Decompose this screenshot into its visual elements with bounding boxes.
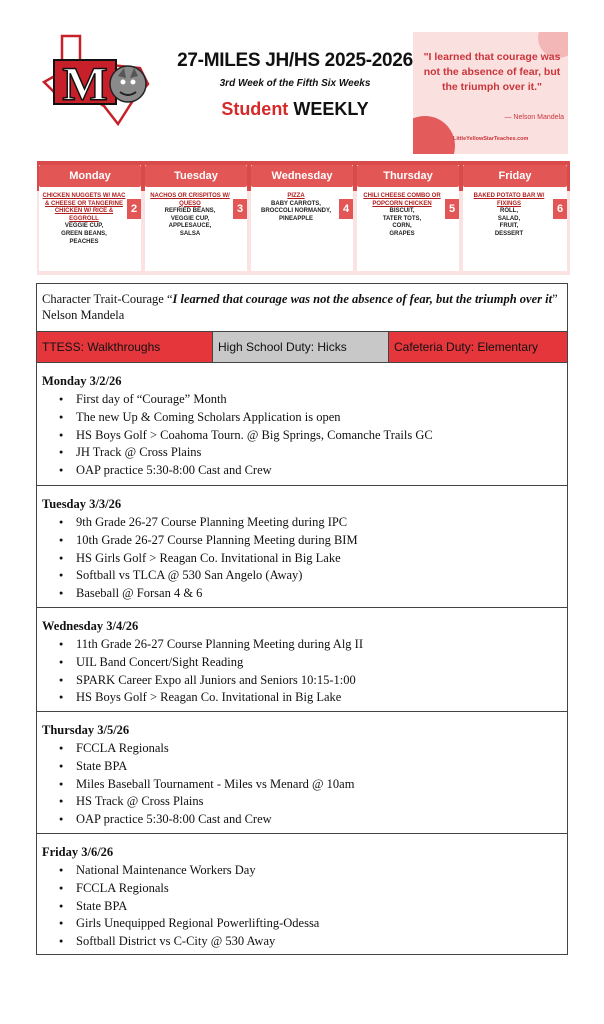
day-section-thursday [37,712,567,834]
menu-day-number: 4 [339,199,353,219]
day-section-tuesday [37,486,567,608]
ttess-cell: TTESS: Walkthroughs [37,332,213,362]
event-item: ● HS Girls Golf > Reagan Co. Invitational in Big Lake [42,550,562,568]
event-item: ● State BPA [42,898,562,916]
quote-image-text: "I learned that courage was not the absence of fear, but the triumph over it." [423,51,561,93]
event-item: ● Miles Baseball Tournament - Miles vs Menard @ 10am [42,776,562,794]
menu-items [357,187,459,239]
quote-image [413,32,568,154]
menu-day-label: Friday [463,165,567,187]
event-list [42,391,562,480]
event-item: ● SPARK Career Expo all Juniors and Seniors 10:15-1:00 [42,672,562,690]
day-title: Wednesday 3/4/26 [42,619,139,633]
event-item: ● First day of “Courage” Month [42,391,562,409]
trait-prefix: Character Trait-Courage “ [42,292,173,306]
menu-day-label: Monday [39,165,141,187]
menu-item: BROCCOLI NORMANDY, [261,208,331,215]
menu-item: NACHOS OR CRISPITOS W/ QUESO [150,193,230,207]
event-item: ● 10th Grade 26-27 Course Planning Meeting during BIM [42,532,562,550]
school-logo [40,32,158,132]
menu-item: VEGGIE CUP, [170,215,210,222]
menu-item: APPLESAUCE, [168,223,212,230]
weekly-label-weekly: WEEKLY [293,99,369,119]
menu-item: CORN, [392,223,412,230]
menu-item: PEACHES [69,238,99,245]
menu-items [463,187,567,239]
event-item: ● HS Boys Golf > Reagan Co. Invitational in Big Lake [42,689,562,707]
event-item: ● HS Track @ Cross Plains [42,793,562,811]
menu-items [39,187,141,246]
quote-image-site: LittleYellowStarTeaches.com [453,136,529,142]
menu-items [251,187,353,223]
decorative-blob [413,116,455,154]
event-item: ● Softball District vs C-City @ 530 Away [42,933,562,951]
menu-day-label: Wednesday [251,165,353,187]
menu-day-number: 2 [127,199,141,219]
event-list [42,514,562,603]
event-item: ● JH Track @ Cross Plains [42,444,562,462]
menu-item: SALAD, [497,215,521,222]
day-section-wednesday [37,608,567,712]
menu-item: TATER TOTS, [382,215,422,222]
character-trait [37,284,567,332]
menu-day-tuesday [145,165,247,271]
menu-item: BISCUIT, [389,208,415,215]
cafeteria-duty-cell: Cafeteria Duty: Elementary [389,332,567,362]
event-list [42,636,562,707]
menu-item: ROLL, [500,208,518,215]
menu-item: DESSERT [494,230,524,237]
menu-item: GRAPES [389,230,415,237]
menu-item: PIZZA [287,193,305,199]
menu-item: FRUIT, [499,223,519,230]
event-list [42,862,562,951]
menu-item: SALSA [179,230,201,237]
menu-item: VEGGIE CUP, [64,223,104,230]
day-section-monday [37,363,567,486]
weekly-label-student: Student [221,99,289,119]
menu-item: CHICKEN NUGGETS W/ MAC & CHEESE OR TANGERINE CHICKEN W/ RICE & EGGROLL [42,193,126,222]
bulldog-icon [110,66,146,102]
menu-day-number: 6 [553,199,567,219]
day-title: Tuesday 3/3/26 [42,497,122,511]
menu-item: GREEN BEANS, [61,230,107,237]
day-section-friday [37,834,567,952]
day-title: Friday 3/6/26 [42,845,114,859]
day-title: Monday 3/2/26 [42,374,122,388]
day-title: Thursday 3/5/26 [42,723,130,737]
menu-day-label: Thursday [357,165,459,187]
menu-item: BAKED POTATO BAR W/ FIXINGS [473,193,545,207]
event-list [42,740,562,829]
event-item: ● OAP practice 5:30-8:00 Cast and Crew [42,462,562,480]
event-item: ● The new Up & Coming Scholars Application is open [42,409,562,427]
logo-letter: M [62,58,108,111]
event-item: ● FCCLA Regionals [42,740,562,758]
page-title: 27-MILES JH/HS 2025-2026 [177,50,413,71]
duty-row [37,332,567,363]
menu-day-wednesday [251,165,353,271]
event-item: ● UIL Band Concert/Sight Reading [42,654,562,672]
event-item: ● National Maintenance Workers Day [42,862,562,880]
lunch-menu [37,161,570,275]
event-item: ● HS Boys Golf > Coahoma Tourn. @ Big Springs, Comanche Trails GC [42,427,562,445]
trait-suffix: ” [552,292,558,306]
menu-item: BABY CARROTS, [271,200,321,207]
event-item: ● OAP practice 5:30-8:00 Cast and Crew [42,811,562,829]
menu-item: CHILI CHEESE COMBO OR POPCORN CHICKEN [363,193,441,207]
menu-day-thursday [357,165,459,271]
event-item: ● Baseball @ Forsan 4 & 6 [42,585,562,603]
event-item: ● Softball vs TLCA @ 530 San Angelo (Away) [42,567,562,585]
event-item: ● 11th Grade 26-27 Course Planning Meeting during Alg II [42,636,562,654]
weekly-label [175,99,415,120]
menu-items [145,187,247,239]
page-subtitle: 3rd Week of the Fifth Six Weeks [219,78,371,89]
quote-image-author: — Nelson Mandela [504,114,564,121]
trait-author: Nelson Mandela [42,308,125,322]
menu-day-monday [39,165,141,271]
weekly-table [36,283,568,955]
menu-day-friday [463,165,567,271]
menu-item: REFRIED BEANS, [164,208,216,215]
trait-quote: I learned that courage was not the absence of fear, but the triumph over it [172,292,553,306]
event-item: ● Girls Unequipped Regional Powerlifting-Odessa [42,915,562,933]
header-title-block [175,50,415,120]
event-item: ● 9th Grade 26-27 Course Planning Meeting during IPC [42,514,562,532]
event-item: ● FCCLA Regionals [42,880,562,898]
menu-day-label: Tuesday [145,165,247,187]
event-item: ● State BPA [42,758,562,776]
menu-day-number: 5 [445,199,459,219]
hs-duty-cell: High School Duty: Hicks [213,332,389,362]
menu-item: PINEAPPLE [278,215,313,222]
menu-day-number: 3 [233,199,247,219]
